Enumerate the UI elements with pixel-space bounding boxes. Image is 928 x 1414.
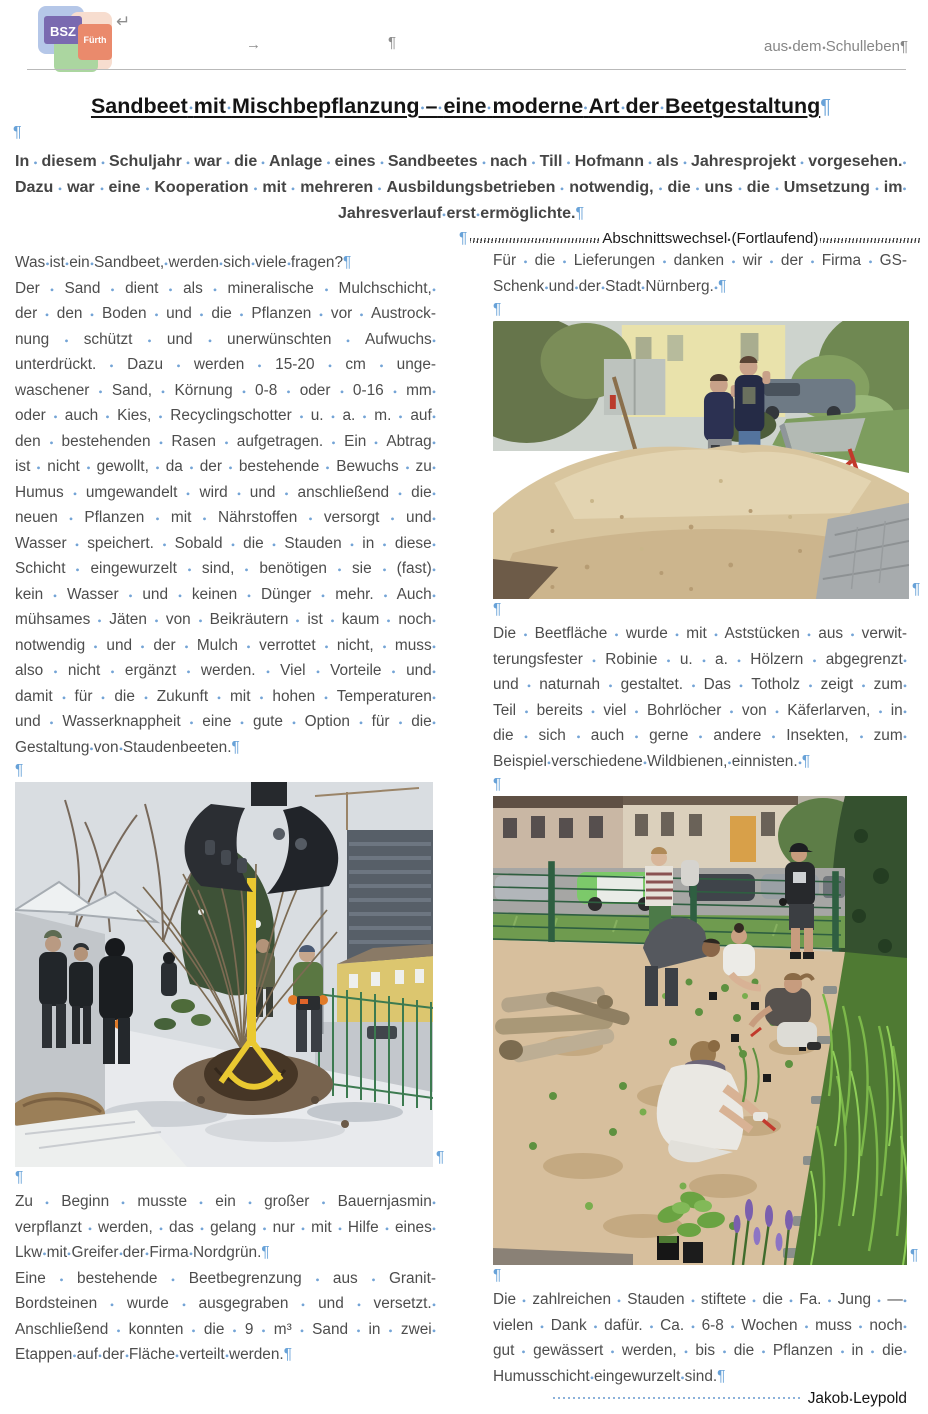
text-line: Teil bereits viel Bohrlöcher von Käferlarven, in xyxy=(493,698,907,724)
parked-car xyxy=(367,1026,397,1039)
text-line: Beispiel verschiedene Wildbienen, einnisten. ¶ xyxy=(493,752,811,770)
text-line: vielen Dank dafür. Ca. 6-8 Wochen muss noch xyxy=(493,1313,907,1339)
text-line: und Wasserknappheit eine gute Option für die xyxy=(15,709,436,735)
text-line: Gestaltung von Staudenbeeten.¶ xyxy=(15,738,240,756)
section-break-line xyxy=(820,238,921,243)
paragraph-sandbeet-question xyxy=(15,250,436,276)
text-line: terungsfester Robinie u. a. Hölzern abgegrenzt xyxy=(493,647,907,673)
text-line: verpflanzt werden, das gelang nur mit Hilfe eines xyxy=(15,1215,436,1241)
return-mark-icon: ↵ xyxy=(116,12,131,31)
section-break-marker xyxy=(459,228,921,249)
text-line: Wasser speichert. Sobald die Stauden in diese xyxy=(15,531,436,557)
root-ball xyxy=(204,1047,298,1101)
orange-wall xyxy=(730,816,756,862)
text-line: ist nicht gewollt, da der bestehende Bewuchs zu xyxy=(15,454,436,480)
title-text: Sandbeet mit Mischbepflanzung – eine moderne Art der Beetgestaltung xyxy=(90,94,821,118)
right-column xyxy=(493,248,921,1411)
text-line: Eine bestehende Beetbegrenzung aus Granit- xyxy=(15,1269,436,1287)
text-line: Die zahlreichen Stauden stiftete die Fa. Jung — xyxy=(493,1287,907,1313)
pilcrow-mark: ¶ xyxy=(436,1149,445,1166)
pilcrow-mark: ¶ xyxy=(899,38,908,55)
text-line: mühsames Jäten von Beikräutern ist kaum noch xyxy=(15,607,436,633)
text-line: Jahresverlauf erst ermöglichte.¶ xyxy=(337,205,585,222)
paragraph-sandbeet-explanation xyxy=(15,276,436,761)
text-line: der den Boden und die Pflanzen vor Austrock- xyxy=(15,305,436,322)
photo-sand-delivery-line xyxy=(493,321,921,599)
paragraph-stauden-dank xyxy=(493,1287,907,1389)
text-line: oder auch Kies, Recyclingschotter u. a. m. auf xyxy=(15,403,436,429)
text-line: unterdrückt. Dazu werden 15-20 cm unge- xyxy=(15,356,437,373)
header-rule xyxy=(27,69,906,70)
text-line: Für die Lieferungen danken wir der Firma GS- xyxy=(493,252,907,269)
section-break-label: Abschnittswechsel (Fortlaufend) xyxy=(602,230,819,247)
pilcrow-mark: ¶ xyxy=(801,752,811,770)
text-line: neuen Pflanzen mit Nährstoffen versorgt und xyxy=(15,505,436,531)
text-line: Anschließend konnten die 9 m³ Sand in zwei xyxy=(15,1317,436,1343)
paragraph-lieferungen-dank xyxy=(493,248,907,299)
text-line: notwendig und der Mulch verrottet nicht, muss xyxy=(15,633,436,659)
photo-winter-transplant-line xyxy=(15,782,445,1167)
pilcrow-mark: ¶ xyxy=(820,96,832,118)
pilcrow-mark: ¶ xyxy=(283,1346,292,1363)
photo-sand-delivery xyxy=(493,321,909,599)
empty-paragraph-mark: ¶ xyxy=(493,776,502,793)
section-break-line xyxy=(470,238,600,243)
pilcrow-mark: ¶ xyxy=(459,229,468,247)
text-line: gut gewässert werden, bis die Pflanzen in die xyxy=(493,1338,907,1364)
empty-paragraph-mark: ¶ xyxy=(493,601,502,618)
empty-paragraph-mark: ¶ xyxy=(15,762,24,779)
text-line: Bordsteinen wurde ausgegraben und versetzt. xyxy=(15,1291,436,1317)
text-line: Schenk und der Stadt Nürnberg. ¶ xyxy=(493,277,727,295)
text-line: Humusschicht eingewurzelt sind.¶ xyxy=(493,1367,726,1385)
intro-paragraph xyxy=(15,149,907,227)
text-line: In diesem Schuljahr war die Anlage eines Sandbeetes nach Till Hofmann als Jahresprojekt vorgesehen. xyxy=(15,149,907,175)
empty-paragraph-mark: ¶ xyxy=(15,1169,24,1186)
text-line: Dazu war eine Kooperation mit mehreren Ausbildungsbetrieben notwendig, die uns die Umsetzung im xyxy=(15,175,907,201)
lifting-strap xyxy=(247,878,256,1046)
pilcrow-mark: ¶ xyxy=(343,254,352,271)
yellow-houses xyxy=(337,956,433,1022)
bsz-fuerth-logo xyxy=(34,4,116,78)
dotted-leader-line xyxy=(553,1397,803,1399)
pilcrow-mark: ¶ xyxy=(575,205,585,222)
text-line: also nicht ergänzt werden. Viel Vorteile und xyxy=(15,658,436,684)
text-line: waschener Sand, Körnung 0-8 oder 0-16 mm xyxy=(15,378,436,404)
header-pilcrow-mark: ¶ xyxy=(388,34,397,51)
empty-paragraph-mark: ¶ xyxy=(493,301,502,318)
pilcrow-mark: ¶ xyxy=(718,277,727,295)
author-signature xyxy=(493,1390,907,1411)
pilcrow-mark: ¶ xyxy=(231,738,240,756)
text-line: damit für die Zukunft mit hohen Temperaturen xyxy=(15,684,436,710)
author-name: Jakob Leypold xyxy=(807,1390,907,1407)
text-line: Was ist ein Sandbeet, werden sich viele fragen?¶ xyxy=(15,254,352,271)
text-line: die sich auch gerne andere Insekten, zum xyxy=(493,723,907,749)
logo-abbr: BSZ xyxy=(50,24,76,39)
text-line: Der Sand dient als mineralische Mulchschicht, xyxy=(15,276,436,302)
text-line: Etappen auf der Fläche verteilt werden.¶ xyxy=(15,1346,292,1363)
paragraph-bauernjasmin xyxy=(15,1189,436,1266)
text-line: Humus umgewandelt wird und anschließend die xyxy=(15,480,436,506)
pilcrow-mark: ¶ xyxy=(261,1244,270,1261)
pilcrow-mark: ¶ xyxy=(912,581,921,598)
pilcrow-mark: ¶ xyxy=(910,1247,919,1264)
paragraph-totholz xyxy=(493,621,907,774)
text-line: Schicht eingewurzelt sind, benötigen sie (fast) xyxy=(15,556,436,582)
text-line: nung schützt und unerwünschten Aufwuchs xyxy=(15,327,436,353)
hydrant xyxy=(610,395,616,409)
photo-planting-day xyxy=(493,796,907,1265)
text-line: Die Beetfläche wurde mit Aststücken aus verwit- xyxy=(493,625,907,642)
page-title xyxy=(15,91,907,122)
logo-city: Fürth xyxy=(83,35,107,45)
text-line: und naturnah gestaltet. Das Totholz zeigt zum xyxy=(493,672,907,698)
text-line: Zu Beginn musste ein großer Bauernjasmin xyxy=(15,1189,436,1215)
empty-paragraph-mark: ¶ xyxy=(13,124,22,141)
photo-planting-day-line xyxy=(493,796,919,1265)
header-right-text: aus dem Schulleben¶ xyxy=(763,38,908,55)
pilcrow-mark: ¶ xyxy=(717,1367,726,1385)
empty-paragraph-mark: ¶ xyxy=(493,1267,502,1284)
paragraph-beetbegrenzung xyxy=(15,1266,436,1368)
photo-winter-transplant xyxy=(15,782,433,1167)
text-line: den bestehenden Rasen aufgetragen. Ein Abtrag xyxy=(15,429,436,455)
left-column xyxy=(15,250,445,1368)
text-line: kein Wasser und keinen Dünger mehr. Auch xyxy=(15,582,436,608)
text-line: Lkw mit Greifer der Firma Nordgrün.¶ xyxy=(15,1244,270,1261)
tab-mark-icon: → xyxy=(246,36,261,53)
